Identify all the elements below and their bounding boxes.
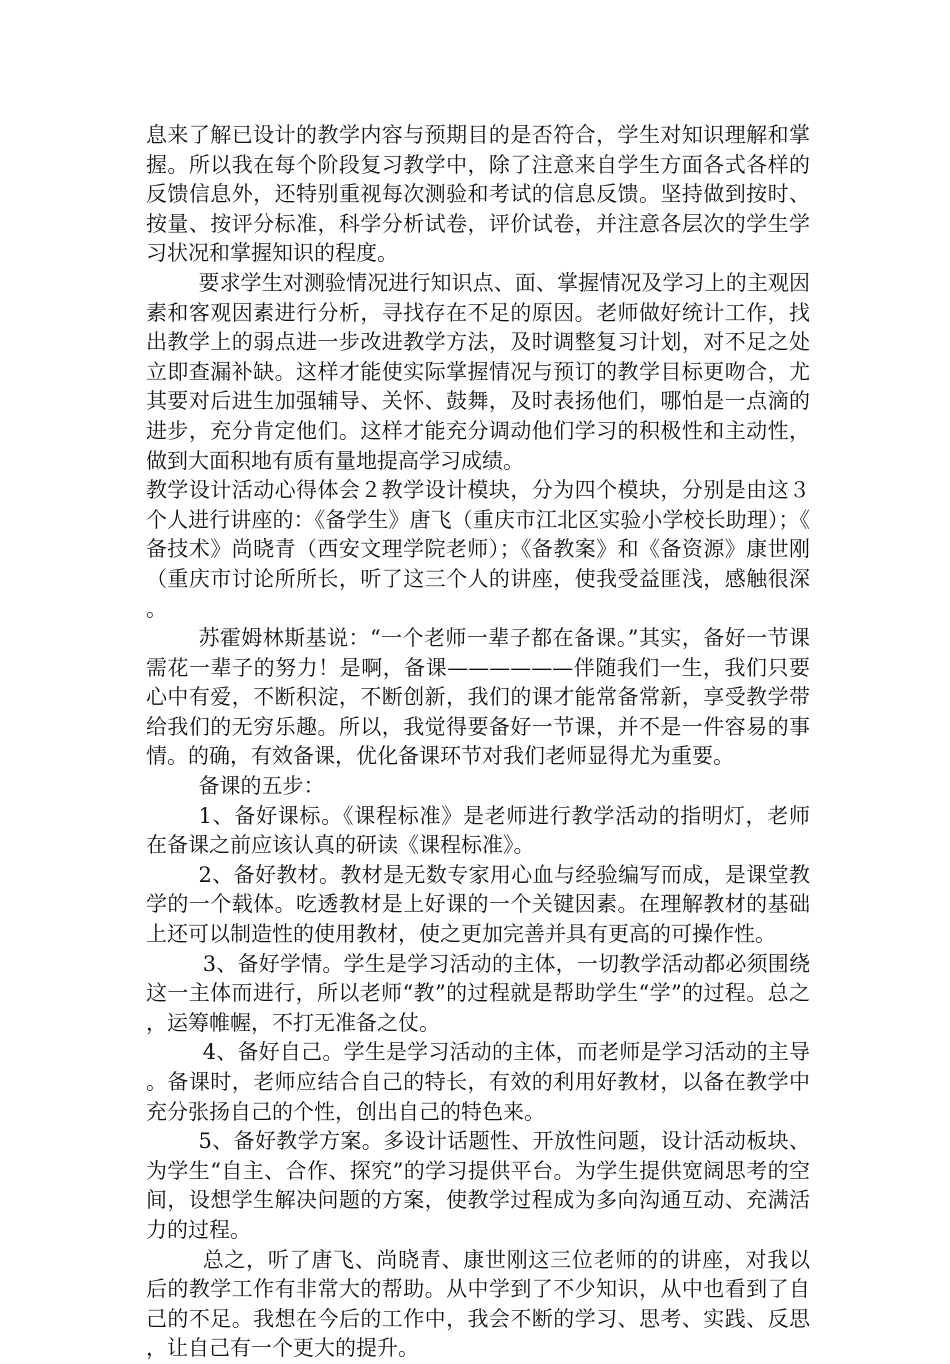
paragraph-step-3: 3、备好学情。学生是学习活动的主体，一切教学活动都必须围绕这一主体而进行，所以老师“教”的过程就是帮助学生“学”的过程。总之，运筹帷幄，不打无准备之仗。 xyxy=(146,951,810,1035)
paragraph-quote: 苏霍姆林斯基说：“一个老师一辈子都在备课。”其实，备好一节课需花一辈子的努力！是啊，备课——————伴随我们一生，我们只要心中有爱，不断积淀，不断创新，我们的课才能常备常新，享受教学带给我们的无穷乐趣。所以，我觉得要备好一节课，并不是一件容易的事情。的确，有效备课，优化备课环节对我们老师显得尤为重要。 xyxy=(146,626,810,769)
paragraph-analysis: 要求学生对测验情况进行知识点、面、掌握情况及学习上的主观因素和客观因素进行分析，寻找存在不足的原因。老师做好统计工作，找出教学上的弱点进一步改进教学方法，及时调整复习计划，对不足之处立即查漏补缺。这样才能使实际掌握情况与预订的教学目标更吻合，尤其要对后进生加强辅导、关怀、鼓舞，及时表扬他们，哪怕是一点滴的进步，充分肯定他们。这样才能充分调动他们学习的积极性和主动性，做到大面积地有质有量地提高学习成绩。 xyxy=(146,270,810,473)
document-body xyxy=(146,121,810,1364)
paragraph-step-1: 1、备好课标。《课程标准》是老师进行教学活动的指明灯，老师在备课之前应该认真的研读《课程标准》。 xyxy=(146,803,810,858)
paragraph-step-5: 5、备好教学方案。多设计话题性、开放性问题，设计活动板块、为学生“自主、合作、探究”的学习提供平台。为学生提供宽阔思考的空间，设想学生解决问题的方案，使教学过程成为多向沟通互动、充满活力的过程。 xyxy=(146,1129,810,1242)
paragraph-conclusion: 总之，听了唐飞、尚晓青、康世刚这三位老师的的讲座，对我以后的教学工作有非常大的帮助。从中学到了不少知识，从中也看到了自己的不足。我想在今后的工作中，我会不断的学习、思考、实践、反思，让自己有一个更大的提升。 xyxy=(146,1247,810,1361)
paragraph-five-steps-heading: 备课的五步： xyxy=(198,774,325,799)
paragraph-step-4: 4、备好自己。学生是学习活动的主体，而老师是学习活动的主导。备课时，老师应结合自己的特长，有效的利用好教材，以备在教学中充分张扬自己的个性，创出自己的特色来。 xyxy=(146,1040,810,1124)
paragraph-feedback-intro: 息来了解已设计的教学内容与预期目的是否符合，学生对知识理解和掌握。所以我在每个阶段复习教学中，除了注意来自学生方面各式各样的反馈信息外，还特别重视每次测验和考试的信息反馈。坚持做到按时、按量、按评分标准，科学分析试卷，评价试卷，并注意各层次的学生学习状况和掌握知识的程度。 xyxy=(146,123,810,266)
paragraph-step-2: 2、备好教材。教材是无数专家用心血与经验编写而成，是课堂教学的一个载体。吃透教材是上好课的一个关键因素。在理解教材的基础上还可以制造性的使用教材，使之更加完善并具有更高的可操作性。 xyxy=(146,862,810,947)
paragraph-design-module: 教学设计活动心得体会２教学设计模块，分为四个模块，分别是由这３个人进行讲座的：《备学生》唐飞（重庆市江北区实验小学校长助理）；《备技术》尚晓青（西安文理学院老师）；《备教案》和《备资源》康世刚（重庆市讨论所所长，听了这三个人的讲座，使我受益匪浅，感触很深。 xyxy=(146,478,810,621)
